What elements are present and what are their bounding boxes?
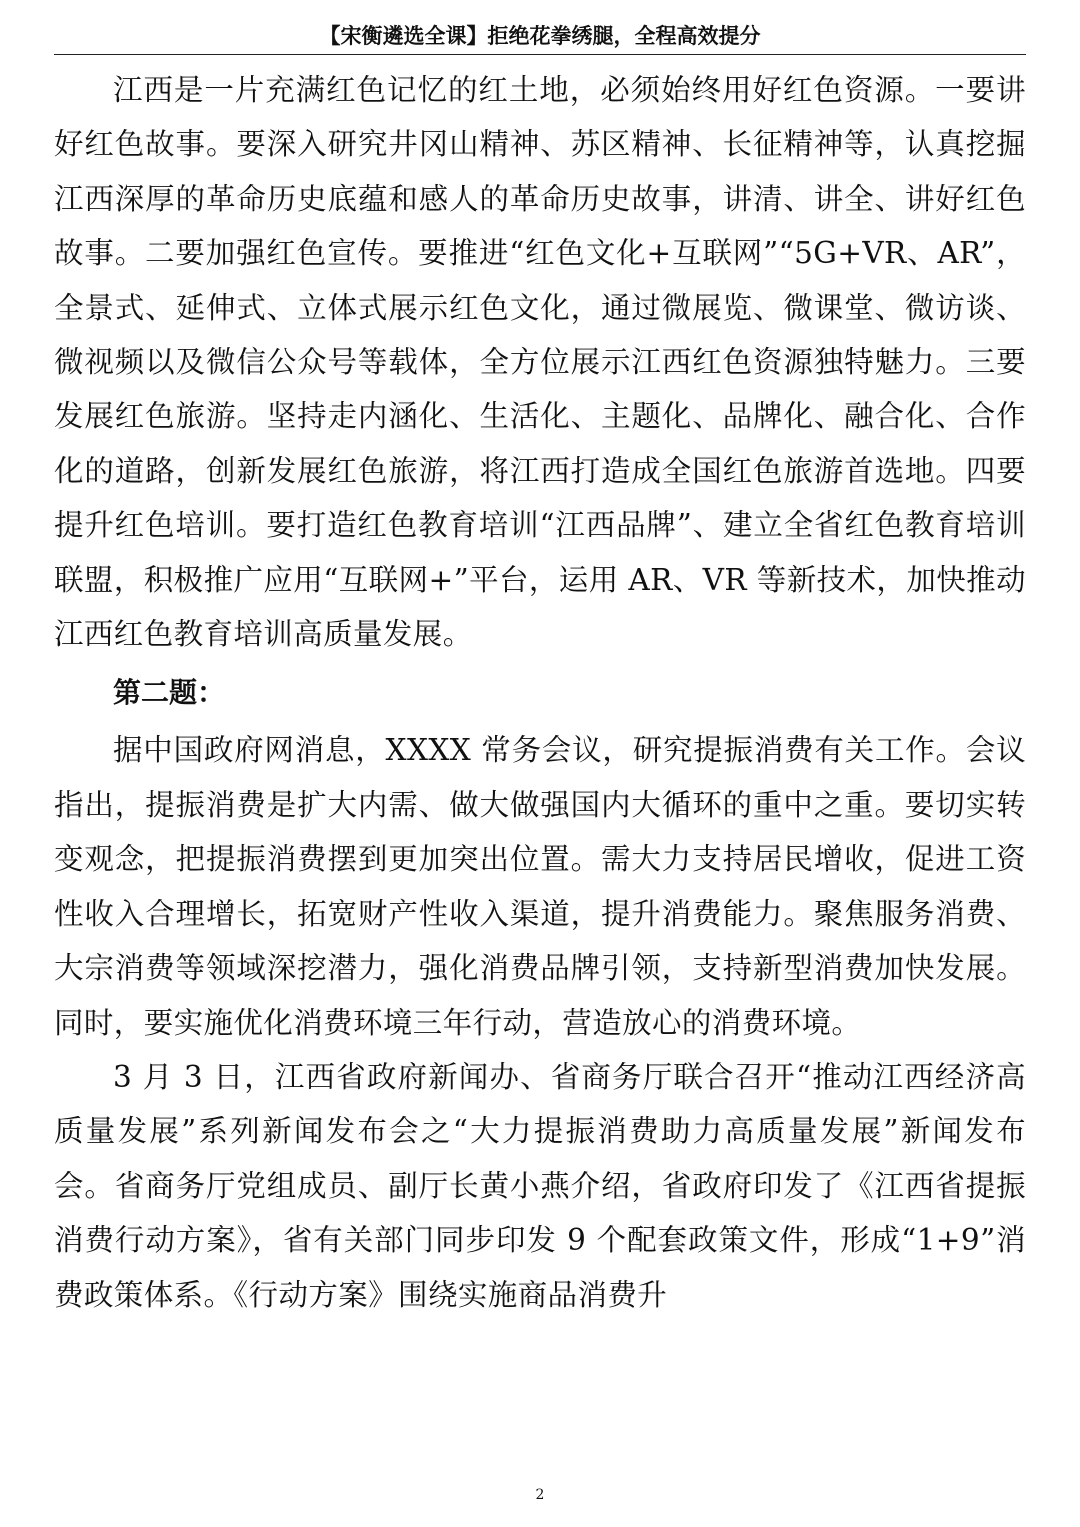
paragraph-red-resources: 江西是一片充满红色记忆的红土地，必须始终用好红色资源。一要讲好红色故事。要深入研究井冈山精神、苏区精神、长征精神等，认真挖掘江西深厚的革命历史底蕴和感人的革命历史故事，讲清、讲全、讲好红色故事。二要加强红色宣传。要推进“红色文化+互联网”“5G+VR、AR”，全景式、延伸式、立体式展示红色文化，通过微展览、微课堂、微访谈、微视频以及微信公众号等载体，全方位展示江西红色资源独特魅力。三要发展红色旅游。坚持走内涵化、生活化、主题化、品牌化、融合化、合作化的道路，创新发展红色旅游，将江西打造成全国红色旅游首选地。四要提升红色培训。要打造红色教育培训“江西品牌”、建立全省红色教育培训联盟，积极推广应用“互联网+”平台，运用 AR、VR 等新技术，加快推动江西红色教育培训高质量发展。 (54, 73, 1026, 652)
paragraph-press-conference: 3 月 3 日，江西省政府新闻办、省商务厅联合召开“推动江西经济高质量发展”系列新闻发布会之“大力提振消费助力高质量发展”新闻发布会。省商务厅党组成员、副厅长黄小燕介绍，省政府印发了《江西省提振消费行动方案》，省有关部门同步印发 9 个配套政策文件，形成“1+9”消费政策体系。《行动方案》围绕实施商品消费升 (54, 1059, 1026, 1312)
document-body (54, 63, 1026, 1322)
paragraph-consumption-meeting: 据中国政府网消息，XXXX 常务会议，研究提振消费有关工作。会议指出，提振消费是扩大内需、做大做强国内大循环的重中之重。要切实转变观念，把提振消费摆到更加突出位置。需大力支持居民增收，促进工资性收入合理增长，拓宽财产性收入渠道，提升消费能力。聚焦服务消费、大宗消费等领域深挖潜力，强化消费品牌引领，支持新型消费加快发展。同时，要实施优化消费环境三年行动，营造放心的消费环境。 (54, 733, 1026, 1040)
page-number: 2 (535, 1487, 545, 1503)
header-divider (54, 54, 1026, 55)
section-heading: 第二题： (113, 676, 226, 710)
page-header: 【宋衡遴选全课】拒绝花拳绣腿，全程高效提分 (319, 24, 761, 48)
